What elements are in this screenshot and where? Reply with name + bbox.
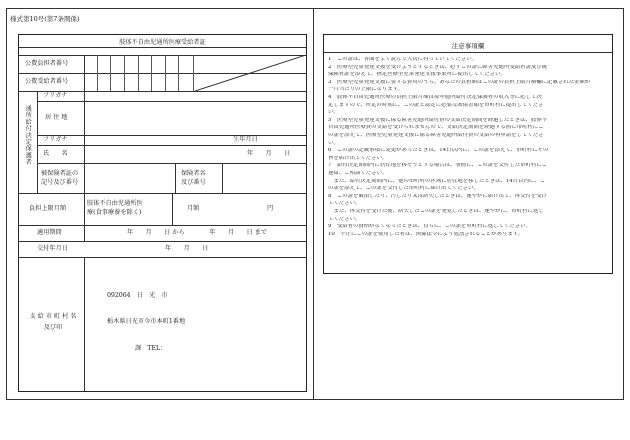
yen-label: 円 (267, 205, 274, 212)
burden-limit-label: 負担上限月額 (29, 205, 67, 212)
rule (19, 193, 306, 194)
rule (19, 225, 306, 226)
note-line: の証を添えて、この証を交付した市町村に届け出てください。 (328, 186, 479, 192)
note-line: 9 受給者の資格がなくなったときは、直ちに、この証を市町村に返してください。 (328, 224, 531, 230)
note-line: の証を添えて、医療型児童発達支援に係る障害児通所給付費の支給の再申請をしてくださ (328, 133, 544, 138)
note-line: 自由児通所医療費の支給を受けられませんので、支給決定期間を経過する前に市町村にこ (328, 125, 544, 131)
rule (19, 47, 306, 48)
note-line: 保険者証を添えて、指定医療型児童発達支援事業所に提出してください。 (328, 72, 506, 78)
rule (84, 257, 85, 391)
note-line: また、再交付を受けた後、紛失したこの証を発見したときは、速やかに、市町村に返し (328, 209, 544, 214)
period-label: 適用期間 (37, 229, 62, 236)
rule (37, 91, 38, 193)
period-value[interactable]: 年 月 日 から 年 月 日 まで (127, 229, 268, 236)
note-line: 3 医療型児童発達支援に要する費用のうち、あなたの負担額はこの証の負担上限月額欄に記載された金額が (328, 79, 591, 85)
rule (222, 163, 223, 193)
note-line: てください。 (328, 216, 361, 222)
note-line: 連絡、ご相談ください。 (328, 171, 388, 176)
name-label: 氏 名 (43, 150, 68, 157)
note-line: い。 (328, 110, 339, 116)
recipient-number-label: 公費受給者番号 (25, 78, 69, 85)
rule (37, 163, 306, 164)
note-line: 7 給付決定期間内に居住地を移そうとする場合は、事前に、この証を交付した市町村にご (328, 163, 548, 169)
void-diagonal (195, 55, 306, 91)
municipality-label: 支 給 市 町 村 名 及び印 (29, 313, 77, 332)
monthly-label: 月額 (187, 205, 200, 212)
note-line: 6 この証の記載事項に変更があったときは、14日以内に、この証を添えて、市町村にその (328, 148, 549, 154)
birth-date-value[interactable]: 年 月 日 (247, 150, 291, 157)
insurer-label: 保険者名 及び番号 (181, 170, 206, 186)
rule (19, 257, 306, 258)
recipient-number-boxes[interactable] (84, 73, 194, 91)
certificate-form (18, 34, 307, 392)
form-title: 肢体不自由児通所医療受給者証 (119, 39, 206, 46)
note-line: 8 この証を破損したり、汚したり又は紛失したときは、速やかに届け出て、再交付を受け (328, 193, 547, 199)
rule (175, 163, 176, 193)
note-line: 旨を届け出てください。 (328, 155, 388, 161)
notes-title: 注意事項欄 (451, 42, 485, 50)
note-line: てください。 (328, 201, 361, 207)
rule (324, 52, 612, 53)
guardian-vertical-label: 通所給付決定保護者 (24, 105, 32, 166)
stamp-tel: 課 TEL： (135, 345, 167, 352)
note-line: 一月当たりの上限になります。 (328, 87, 404, 93)
note-line: 10 不正にこの証を使用した者は、関係法令により処罰されることがあります。 (328, 231, 524, 237)
stamp-address: 栃木県日光市今市本町1番地 (107, 318, 186, 325)
burden-type-label: 肢体不自由児通所医 療(食事療養を除く) (87, 200, 143, 216)
birth-date-label: 生年月日 (233, 136, 258, 143)
furigana-label: フリガナ (43, 92, 68, 99)
address-label: 居 住 地 (45, 114, 68, 121)
stamp-postal-city: 092064 日 光 市 (107, 292, 168, 299)
issue-date-label: 交付年月日 (37, 245, 68, 252)
note-line: 5 医療型児童発達支援に係る障害児通所給付費の支給決定期間を経過したときは、肢体不 (328, 117, 548, 123)
fold-divider (313, 8, 314, 400)
note-line: い。 (328, 140, 339, 146)
rule (19, 241, 306, 242)
rule (37, 101, 306, 102)
burden-number-boxes[interactable] (84, 55, 194, 73)
rule (172, 193, 173, 225)
burden-number-label: 公費負担者番号 (25, 60, 69, 67)
rule (37, 135, 306, 136)
rule (37, 145, 306, 146)
notes-panel (323, 34, 613, 274)
note-line: 4 肢体不自由児通所医療の負担上限月額は毎年通所給付決定保護者の収入等に応じて決 (328, 95, 542, 100)
note-line: また、給付決定期間内に、他の市町村の区域に居住地を移したときは、14日以内に、こ (328, 178, 546, 184)
insured-card-label: 被保険者証の 記号及び番号 (41, 170, 79, 186)
note-line: 1 この証は、各面をよく読んで大切に持っていてください。 (328, 57, 477, 62)
issue-date-value[interactable]: 年 月 日 (165, 245, 209, 252)
furigana-label: フリガナ (43, 136, 68, 143)
note-line: 定しますので、所定の時期に、この証と認定に必要な関係書類を市町村に提出してくださ (328, 102, 544, 108)
note-line: 2 医療型児童発達支援を受けようとするときは、必ずこの証に障害児通所受給者証及び被 (328, 64, 548, 70)
form-caption: 様式第10号(第7条関係) (10, 15, 80, 23)
rule (84, 91, 85, 241)
